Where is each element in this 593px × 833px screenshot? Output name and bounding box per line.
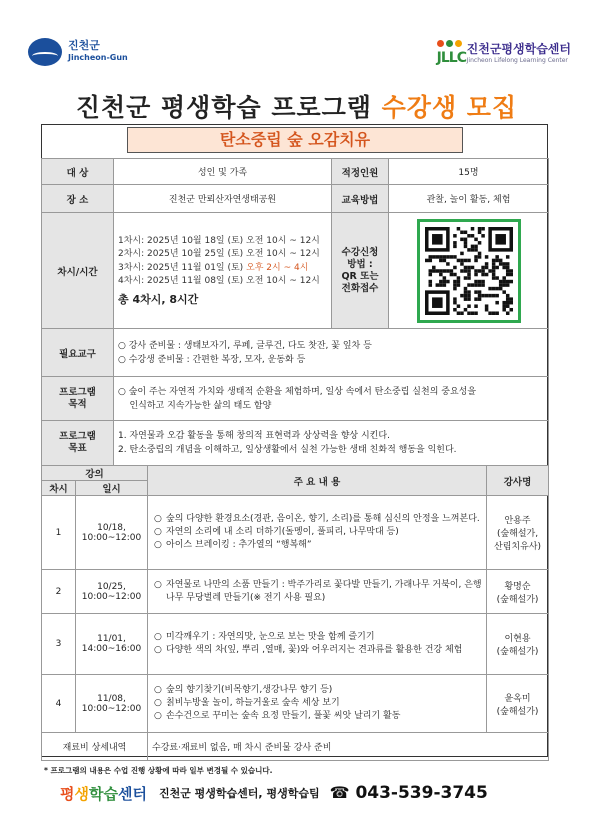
instructor: 안용주 (숲해설가, 산림치유사) xyxy=(487,496,549,570)
session-number: 1 xyxy=(42,496,76,570)
qr-cell xyxy=(389,213,549,329)
lecture-header: 강의 xyxy=(42,466,148,481)
list-item: ○ 자연의 소리에 내 소리 더하기(돌멩이, 풀피리, 나무막대 등) xyxy=(154,527,399,537)
material-value: 수강료·재료비 없음, 매 차시 준비물 강사 준비 xyxy=(148,733,549,761)
qr-code[interactable] xyxy=(417,219,521,323)
apply-method-label: 수강신청 방법 : QR 또는 전화접수 xyxy=(332,213,389,329)
list-item: ○ 미각깨우기 : 자연의맛, 눈으로 보는 맛을 함께 즐기기 xyxy=(154,632,375,642)
session-number: 4 xyxy=(42,675,76,733)
session-number: 3 xyxy=(42,614,76,675)
goal-label: 프로그램 목표 xyxy=(42,421,114,466)
right-logo-en: Jincheon Lifelong Learning Center xyxy=(466,57,568,64)
page-title xyxy=(0,88,593,124)
needs-label: 필요교구 xyxy=(42,329,114,377)
schedule-list xyxy=(114,213,332,329)
target-label: 대 상 xyxy=(42,159,114,185)
method-label: 교육방법 xyxy=(332,185,389,213)
program-name: 탄소중립 숲 오감치유 xyxy=(127,127,463,153)
instructor: 이현용 (숲해설가) xyxy=(487,614,549,675)
session-header: 차시 xyxy=(42,481,76,496)
session-datetime: 11/08, 10:00~12:00 xyxy=(76,675,148,733)
footer xyxy=(60,779,550,807)
goal-value xyxy=(114,421,549,466)
session-content xyxy=(148,496,487,570)
goal-item: 2. 탄소중립의 개념을 이해하고, 일상생활에서 실천 가능한 생태 친화적 행동을 익힌다. xyxy=(118,445,457,455)
content-header: 주 요 내 용 xyxy=(148,466,487,496)
left-logo-kr: 진천군 xyxy=(68,39,100,52)
phone-icon: ☎ xyxy=(329,783,350,802)
footer-phone xyxy=(330,783,488,803)
lifelong-center-logo xyxy=(437,40,571,70)
method-value: 관찰, 놀이 활동, 체험 xyxy=(389,185,549,213)
session-content xyxy=(148,570,487,614)
schedule-label: 차시/시간 xyxy=(42,213,114,329)
schedule-item: 4차시: 2025년 11월 08일 (토) 오전 10시 ~ 12시 xyxy=(118,276,320,286)
material-label: 재료비 상세내역 xyxy=(42,733,148,761)
session-content xyxy=(148,614,487,675)
purpose-line: ○ 숲이 주는 자연적 가치와 생태적 순환을 체험하며, 일상 속에서 탄소중립 실천의 중요성을 xyxy=(118,386,477,397)
session-number: 2 xyxy=(42,570,76,614)
lifelong-center-footer-logo: 평 생 학습 센터 xyxy=(60,784,147,803)
purpose-label: 프로그램 목적 xyxy=(42,377,114,421)
schedule-total: 총 4차시, 8시간 xyxy=(118,292,199,306)
table-row xyxy=(42,496,549,570)
list-item: ○ 다양한 색의 차(잎, 뿌리 ,열매, 꽃)와 어우러지는 견과류를 활용한 건강 체험 xyxy=(154,645,463,655)
session-datetime: 10/18, 10:00~12:00 xyxy=(76,496,148,570)
list-item: ○ 손수건으로 꾸미는 숲속 요정 만들기, 풀꽃 씨앗 날리기 활동 xyxy=(154,711,401,721)
capacity-value: 15명 xyxy=(389,159,549,185)
left-logo-en: Jincheon-Gun xyxy=(68,53,128,62)
footer-org: 진천군 평생학습센터, 평생학습팀 xyxy=(158,787,320,800)
schedule-item: 3차시: 2025년 11월 01일 (토) 오후 2시 ~ 4시 xyxy=(118,262,309,273)
place-label: 장 소 xyxy=(42,185,114,213)
needs-value xyxy=(114,329,549,377)
table-row xyxy=(42,675,549,733)
goal-item: 1. 자연물과 오감 활동을 통해 창의적 표현력과 상상력을 향상 시킨다. xyxy=(118,431,390,441)
table-row xyxy=(42,614,549,675)
page-title-highlight: 수강생 모집 xyxy=(381,93,518,122)
table-row xyxy=(42,570,549,614)
curriculum-table xyxy=(41,465,549,761)
needs-item: ○ 수강생 준비물 : 간편한 복장, 모자, 운동화 등 xyxy=(118,354,306,365)
instructor: 황명순 (숲해설가) xyxy=(487,570,549,614)
jllc-icon: JLLC xyxy=(437,40,463,70)
capacity-label: 적정인원 xyxy=(332,159,389,185)
qr-code-icon xyxy=(425,227,513,315)
jincheon-emblem-icon xyxy=(28,38,62,66)
info-table xyxy=(41,158,549,466)
list-item: ○ 숲의 다양한 환경요소(경관, 음이온, 향기, 소리)를 통해 심신의 안정을 느껴본다. xyxy=(154,514,480,524)
phone-number[interactable]: 043-539-3745 xyxy=(355,783,488,803)
instructor-header: 강사명 xyxy=(487,466,549,496)
footnote: * 프로그램의 내용은 수업 진행 상황에 따라 일부 변경될 수 있습니다. xyxy=(44,766,273,775)
place-value: 진천군 만뢰산자연생태공원 xyxy=(114,185,332,213)
session-datetime: 10/25, 10:00~12:00 xyxy=(76,570,148,614)
session-datetime: 11/01, 14:00~16:00 xyxy=(76,614,148,675)
purpose-line: 인식하고 지속가능한 삶의 태도 함양 xyxy=(118,400,272,411)
date-header: 일시 xyxy=(76,481,148,496)
page-title-main: 진천군 평생학습 프로그램 xyxy=(75,93,382,122)
needs-item: ○ 강사 준비물 : 생태보자기, 루페, 글루건, 다도 찻잔, 꽃 잎차 등 xyxy=(118,340,372,351)
schedule-item: 1차시: 2025년 10월 18일 (토) 오전 10시 ~ 12시 xyxy=(118,235,320,246)
purpose-value xyxy=(114,377,549,421)
right-logo-kr: 진천군평생학습센터 xyxy=(466,42,571,56)
jincheon-gun-logo xyxy=(28,38,128,66)
target-value: 성인 및 가족 xyxy=(114,159,332,185)
instructor: 윤옥미 (숲해설가) xyxy=(487,675,549,733)
list-item: ○ 자연물로 나만의 소품 만들기 : 박주가리로 꽃다발 만들기, 가래나무 거북이, 은행나무 무당벌레 만들기(※ 전기 사용 필요) xyxy=(154,579,482,603)
list-item: ○ 칡비누방울 놀이, 하늘거울로 숲속 세상 보기 xyxy=(154,698,340,708)
list-item: ○ 아이스 브레이킹 : 추가열의 “행복해” xyxy=(154,540,312,550)
schedule-item: 2차시: 2025년 10월 25일 (토) 오전 10시 ~ 12시 xyxy=(118,249,320,259)
list-item: ○ 숲의 향기찾기(비목향기,생강나무 향기 등) xyxy=(154,685,333,695)
session-content xyxy=(148,675,487,733)
material-row xyxy=(42,733,549,761)
header xyxy=(0,0,593,80)
